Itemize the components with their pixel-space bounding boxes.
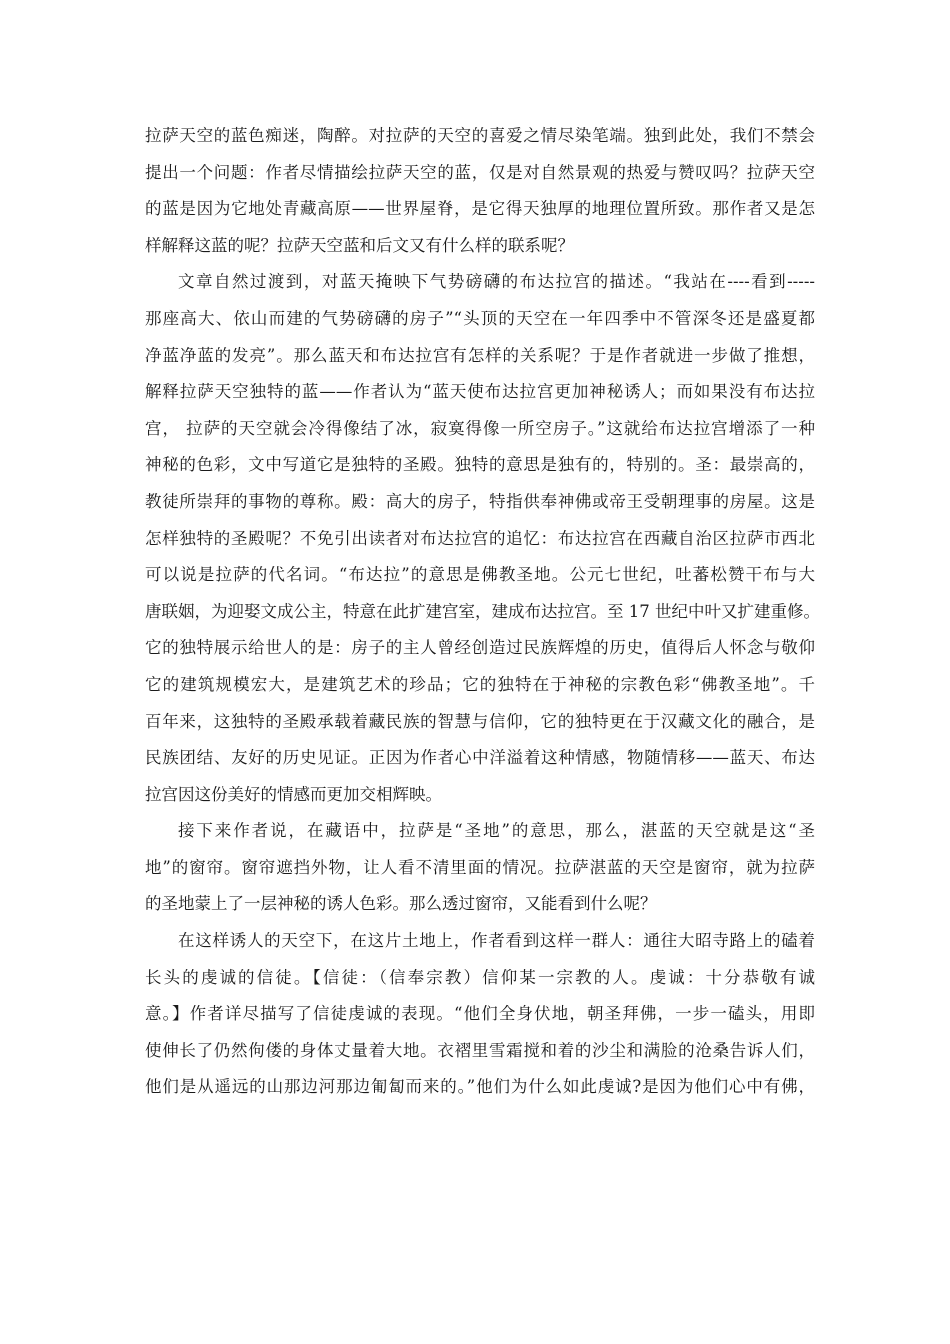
- text-line: 可以说是拉萨的代名词。“布达拉”的意思是佛教圣地。公元七世纪，吐蕃松赞干布与大: [145, 565, 815, 585]
- text-line: 文章自然过渡到，对蓝天掩映下气势磅礴的布达拉宫的描述。“我站在----看到-----: [178, 272, 815, 292]
- text-line: 长头的虔诚的信徒。【信徒：（信奉宗教）信仰某一宗教的人。虔诚：十分恭敬有诚: [145, 967, 815, 987]
- text-line: 它的独特展示给世人的是：房子的主人曾经创造过民族辉煌的历史，值得后人怀念与敬仰: [145, 638, 815, 658]
- text-line: 他们是从遥远的山那边河那边匍匐而来的。”他们为什么如此虔诚?是因为他们心中有佛，: [145, 1077, 815, 1097]
- text-line: 那座高大、依山而建的气势磅礴的房子”“头顶的天空在一年四季中不管深冬还是盛夏都: [145, 308, 815, 328]
- text-line: 使伸长了仍然佝偻的身体丈量着大地。衣褶里雪霜搅和着的沙尘和满脸的沧桑告诉人们，: [145, 1040, 815, 1060]
- text-line: 提出一个问题：作者尽情描绘拉萨天空的蓝，仅是对自然景观的热爱与赞叹吗？拉萨天空: [145, 162, 815, 182]
- text-line: 接下来作者说，在藏语中，拉萨是“圣地”的意思，那么，湛蓝的天空就是这“圣: [178, 821, 815, 841]
- text-line: 神秘的色彩，文中写道它是独特的圣殿。独特的意思是独有的，特别的。圣：最崇高的，: [145, 455, 815, 475]
- text-line: 宫， 拉萨的天空就会冷得像结了冰，寂寞得像一所空房子。”这就给布达拉宫增添了一种: [145, 418, 815, 438]
- text-line: 拉宫因这份美好的情感而更加交相辉映。: [145, 784, 442, 804]
- text-line: 怎样独特的圣殿呢？不免引出读者对布达拉宫的追忆：布达拉宫在西藏自治区拉萨市西北: [145, 528, 815, 548]
- text-line: 的圣地蒙上了一层神秘的诱人色彩。那么透过窗帘，又能看到什么呢？: [145, 894, 657, 914]
- text-line: 百年来，这独特的圣殿承载着藏民族的智慧与信仰，它的独特更在于汉藏文化的融合，是: [145, 711, 815, 731]
- text-line: 解释拉萨天空独特的蓝——作者认为“蓝天使布达拉宫更加神秘诱人；而如果没有布达拉: [145, 382, 815, 402]
- text-line: 在这样诱人的天空下，在这片土地上，作者看到这样一群人：通往大昭寺路上的磕着: [178, 931, 815, 951]
- text-line: 民族团结、友好的历史见证。正因为作者心中洋溢着这种情感，物随情移——蓝天、布达: [145, 748, 815, 768]
- text-line: 意。】作者详尽描写了信徒虔诚的表现。“他们全身伏地，朝圣拜佛，一步一磕头，用即: [145, 1004, 815, 1024]
- text-line: 拉萨天空的蓝色痴迷，陶醉。对拉萨的天空的喜爱之情尽染笔端。独到此处，我们不禁会: [145, 126, 815, 145]
- text-line: 地”的窗帘。窗帘遮挡外物，让人看不清里面的情况。拉萨湛蓝的天空是窗帘，就为拉萨: [145, 857, 815, 877]
- text-line: 教徒所崇拜的事物的尊称。殿：高大的房子，特指供奉神佛或帝王受朝理事的房屋。这是: [145, 491, 815, 511]
- text-line: 的蓝是因为它地处青藏高原——世界屋脊，是它得天独厚的地理位置所致。那作者又是怎: [145, 199, 815, 219]
- text-line: 它的建筑规模宏大，是建筑艺术的珍品；它的独特在于神秘的宗教色彩“佛教圣地”。千: [145, 674, 815, 694]
- text-line: 样解释这蓝的呢？拉萨天空蓝和后文又有什么样的联系呢？: [145, 235, 574, 255]
- body-text: [145, 118, 820, 1106]
- text-line: 唐联姻，为迎娶文成公主，特意在此扩建宫室，建成布达拉宫。至 17 世纪中叶又扩建重修。: [145, 601, 820, 621]
- text-line: 净蓝净蓝的发亮”。那么蓝天和布达拉宫有怎样的关系呢？于是作者就进一步做了推想，: [145, 345, 815, 365]
